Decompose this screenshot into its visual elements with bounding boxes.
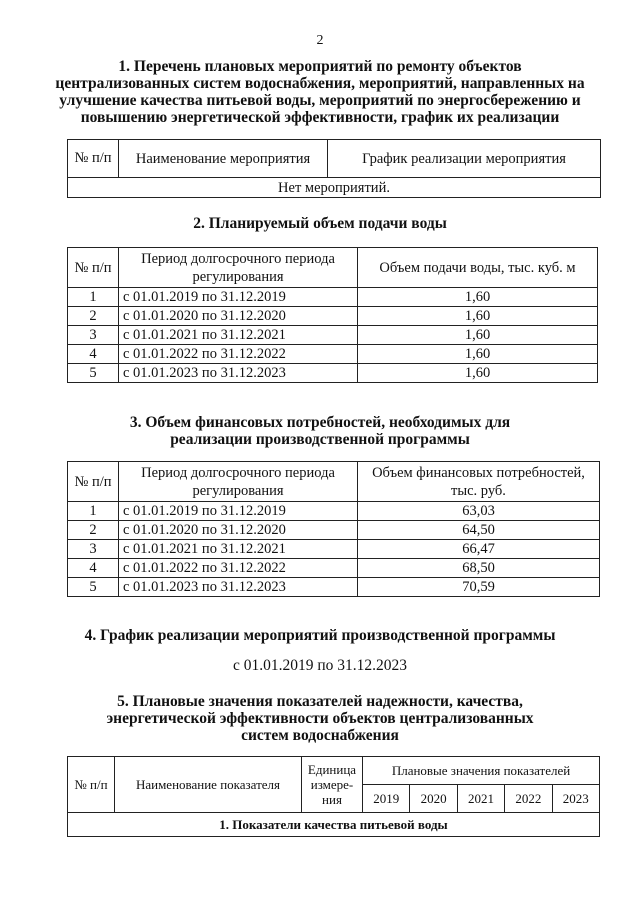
section5-title — [0, 693, 640, 744]
section2-table — [67, 247, 598, 383]
col-header-period: Период долгосрочного периода регулирования — [119, 248, 358, 288]
section3-title — [0, 414, 640, 448]
section4-period: с 01.01.2019 по 31.12.2023 — [232, 657, 408, 674]
row-value: 63,03 — [358, 502, 600, 521]
row-num: 5 — [68, 578, 119, 597]
row-num: 4 — [68, 559, 119, 578]
row-value: 1,60 — [358, 364, 598, 383]
col-header-schedule: График реализации мероприятия — [328, 140, 601, 178]
row-value: 68,50 — [358, 559, 600, 578]
year-header: 2021 — [457, 785, 504, 813]
col-header-name: Наименование мероприятия — [119, 140, 328, 178]
section5-title-line: 5. Плановые значения показателей надежности, качества, — [117, 693, 523, 710]
table-row — [68, 578, 600, 597]
row-num: 5 — [68, 364, 119, 383]
col-header-value: Объем финансовых потребностей, тыс. руб. — [358, 462, 600, 502]
row-period: с 01.01.2022 по 31.12.2022 — [119, 345, 358, 364]
row-period: с 01.01.2022 по 31.12.2022 — [119, 559, 358, 578]
section1-title-line: улучшение качества питьевой воды, мероприятий по энергосбережению и — [59, 92, 581, 109]
row-value: 1,60 — [358, 288, 598, 307]
year-header: 2023 — [552, 785, 599, 813]
row-num: 2 — [68, 521, 119, 540]
col-header-value: Объем подачи воды, тыс. куб. м — [358, 248, 598, 288]
section1-title-line: централизованных систем водоснабжения, мероприятий, направленных на — [55, 75, 585, 92]
year-header: 2019 — [363, 785, 410, 813]
page-number: 2 — [316, 33, 324, 48]
section5-title-line: энергетической эффективности объектов централизованных — [106, 710, 534, 727]
row-period: с 01.01.2019 по 31.12.2019 — [119, 288, 358, 307]
row-num: 1 — [68, 502, 119, 521]
row-num: 3 — [68, 540, 119, 559]
section3-title-line: реализации производственной программы — [170, 431, 470, 448]
col-header-num: № п/п — [68, 140, 119, 178]
table-row — [68, 364, 598, 383]
row-period: с 01.01.2020 по 31.12.2020 — [119, 521, 358, 540]
section5-title-line: систем водоснабжения — [241, 727, 399, 744]
row-value: 64,50 — [358, 521, 600, 540]
row-period: с 01.01.2021 по 31.12.2021 — [119, 326, 358, 345]
row-period: с 01.01.2020 по 31.12.2020 — [119, 307, 358, 326]
row-value: 70,59 — [358, 578, 600, 597]
year-header: 2020 — [410, 785, 457, 813]
table-subheading: 1. Показатели качества питьевой воды — [68, 813, 600, 837]
col-header-num: № п/п — [68, 462, 119, 502]
section3-title-line: 3. Объем финансовых потребностей, необходимых для — [129, 414, 511, 431]
table-row — [68, 559, 600, 578]
section3-table — [67, 461, 600, 597]
table-row — [68, 288, 598, 307]
col-header-period: Период долгосрочного периода регулирования — [119, 462, 358, 502]
table-row — [68, 521, 600, 540]
col-header-unit: Единица измере-ния — [302, 757, 363, 813]
row-period: с 01.01.2019 по 31.12.2019 — [119, 502, 358, 521]
row-num: 2 — [68, 307, 119, 326]
table-row — [68, 345, 598, 364]
empty-row-text: Нет мероприятий. — [68, 178, 601, 198]
table-row — [68, 502, 600, 521]
table-row — [68, 307, 598, 326]
section1-table — [67, 139, 601, 198]
year-header: 2022 — [505, 785, 552, 813]
col-header-plan: Плановые значения показателей — [363, 757, 600, 785]
col-header-name: Наименование показателя — [115, 757, 302, 813]
row-num: 1 — [68, 288, 119, 307]
section1-title-line: повышению энергетической эффективности, график их реализации — [80, 109, 560, 126]
row-value: 1,60 — [358, 307, 598, 326]
row-num: 3 — [68, 326, 119, 345]
section5-table — [67, 756, 600, 837]
row-period: с 01.01.2023 по 31.12.2023 — [119, 364, 358, 383]
col-header-num: № п/п — [68, 757, 115, 813]
col-header-num: № п/п — [68, 248, 119, 288]
row-num: 4 — [68, 345, 119, 364]
row-period: с 01.01.2021 по 31.12.2021 — [119, 540, 358, 559]
row-value: 66,47 — [358, 540, 600, 559]
table-row — [68, 540, 600, 559]
section1-title-line: 1. Перечень плановых мероприятий по ремонту объектов — [118, 58, 522, 75]
row-value: 1,60 — [358, 345, 598, 364]
row-period: с 01.01.2023 по 31.12.2023 — [119, 578, 358, 597]
section1-title — [0, 58, 640, 126]
table-row — [68, 326, 598, 345]
row-value: 1,60 — [358, 326, 598, 345]
section4-title: 4. График реализации мероприятий производственной программы — [84, 627, 556, 644]
section2-title: 2. Планируемый объем подачи воды — [193, 215, 447, 232]
